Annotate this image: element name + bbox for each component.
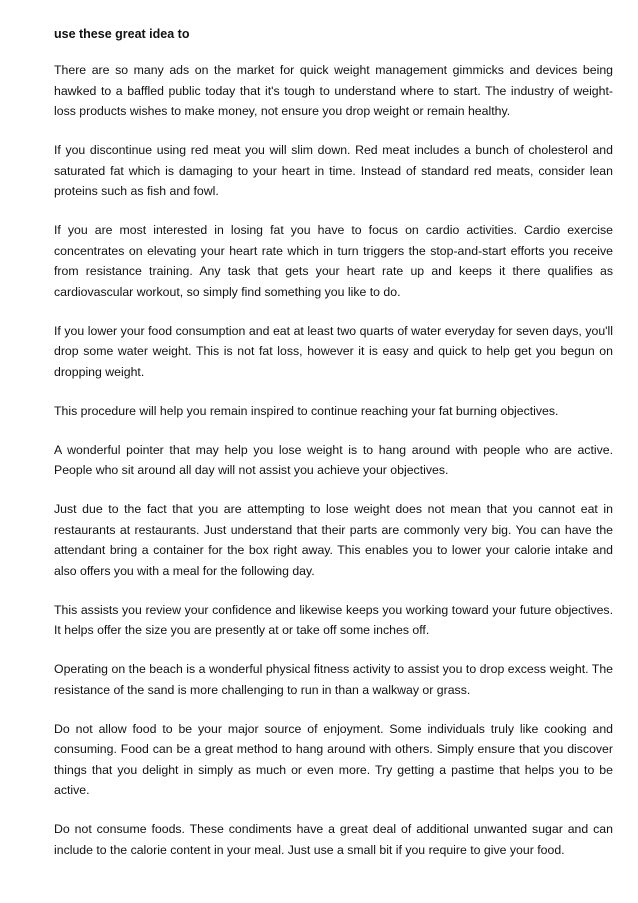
paragraph-7: Just due to the fact that you are attempting to lose weight does not mean that you cannot eat in restaurants at restaurants. Just understand that their parts are commonly very big. You can have the attendant bring a container for the box right away. This enables you to lower your calorie intake and also offers you with a meal for the following day. <box>54 502 613 578</box>
paragraph-8: This assists you review your confidence and likewise keeps you working toward your future objectives. It helps offer the size you are presently at or take off some inches off. <box>54 602 613 637</box>
paragraph-1: There are so many ads on the market for quick weight management gimmicks and devices being hawked to a baffled public today that it's tough to understand where to start. The industry of weight-loss products wishes to make money, not ensure you drop weight or remain healthy. <box>54 63 613 118</box>
paragraph-11: Do not consume foods. These condiments have a great deal of additional unwanted sugar and can include to the calorie content in your meal. Just use a small bit if you require to give your food. <box>54 822 613 857</box>
paragraph-2: If you discontinue using red meat you will slim down. Red meat includes a bunch of cholesterol and saturated fat which is damaging to your heart in time. Instead of standard red meats, consider lean proteins such as fish and fowl. <box>54 143 613 198</box>
paragraph-4: If you lower your food consumption and eat at least two quarts of water everyday for seven days, you'll drop some water weight. This is not fat loss, however it is easy and quick to help get you begun on dropping weight. <box>54 323 613 379</box>
paragraph-6: A wonderful pointer that may help you lose weight is to hang around with people who are active. People who sit around all day will not assist you achieve your objectives. <box>54 442 613 477</box>
paragraph-9: Operating on the beach is a wonderful physical fitness activity to assist you to drop excess weight. The resistance of the sand is more challenging to run in than a walkway or grass. <box>54 662 613 697</box>
paragraph-5: This procedure will help you remain inspired to continue reaching your fat burning objectives. <box>54 403 559 418</box>
document-page <box>54 26 613 879</box>
paragraph-3: If you are most interested in losing fat you have to focus on cardio activities. Cardio exercise concentrates on elevating your heart rate which in turn triggers the stop-and-start efforts you receive from resistance training. Any task that gets your heart rate up and keeps it there qualifies as cardiovascular workout, so simply find something you like to do. <box>54 223 613 299</box>
paragraph-10: Do not allow food to be your major source of enjoyment. Some individuals truly like cooking and consuming. Food can be a great method to hang around with others. Simply ensure that you discover things that you delight in simply as much or even more. Try getting a pastime that helps you to be active. <box>54 721 613 797</box>
document-heading: use these great idea to <box>54 27 190 41</box>
